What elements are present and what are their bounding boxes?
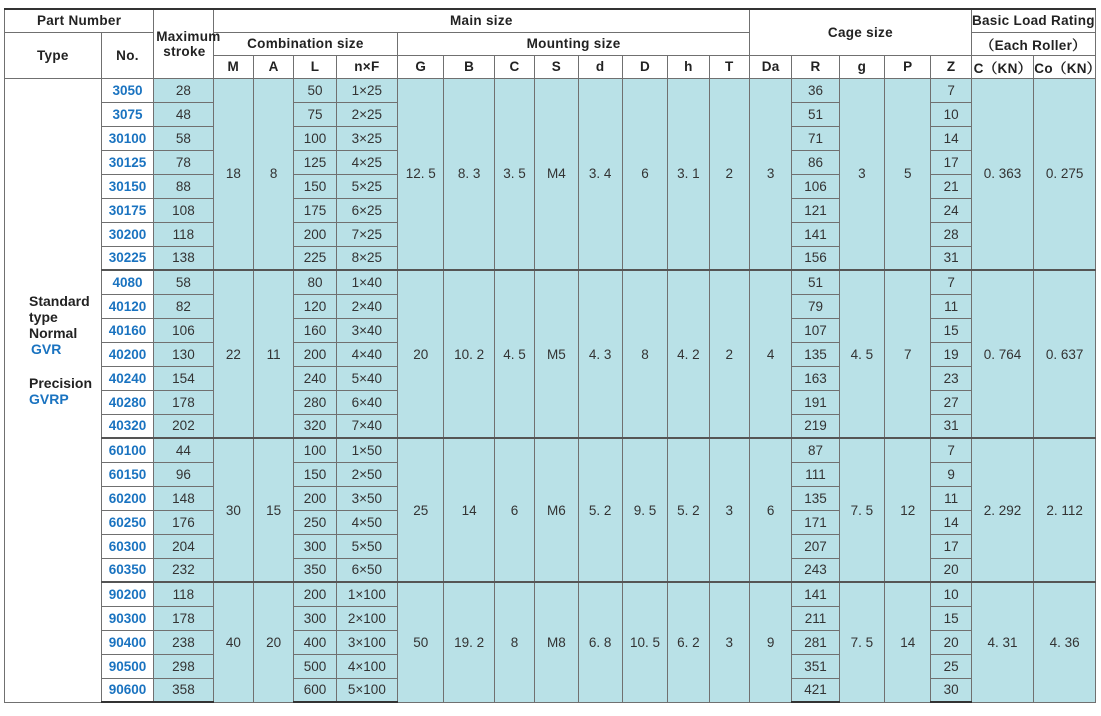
shared-S-cell: M8 — [535, 582, 578, 702]
stroke-cell: 118 — [154, 222, 213, 246]
L-cell: 400 — [294, 630, 336, 654]
Z-cell: 11 — [931, 486, 971, 510]
stroke-cell: 88 — [154, 174, 213, 198]
Z-cell: 31 — [931, 246, 971, 270]
shared-B-cell: 8. 3 — [444, 78, 494, 270]
nF-cell: 3×100 — [336, 630, 397, 654]
part-number-header: Part Number — [5, 9, 154, 32]
shared-D-cell: 6 — [622, 78, 667, 270]
R-cell: 135 — [792, 342, 839, 366]
R-cell: 121 — [792, 198, 839, 222]
L-cell: 50 — [294, 78, 336, 102]
part-no-cell: 40240 — [101, 366, 153, 390]
R-cell: 207 — [792, 534, 839, 558]
stroke-cell: 232 — [154, 558, 213, 582]
L-cell: 200 — [294, 342, 336, 366]
shared-C-cell: 8 — [494, 582, 534, 702]
col-Z-header: Z — [931, 55, 971, 78]
shared-g-cell: 3 — [839, 78, 884, 270]
col-T-header: T — [709, 55, 749, 78]
max-stroke-line2: stroke — [163, 43, 206, 59]
table-body — [5, 78, 1096, 702]
R-cell: 87 — [792, 438, 839, 462]
type-standard-label: Standard — [29, 293, 90, 309]
stroke-cell: 138 — [154, 246, 213, 270]
L-cell: 100 — [294, 438, 336, 462]
shared-d-cell: 3. 4 — [578, 78, 622, 270]
L-cell: 300 — [294, 534, 336, 558]
stroke-cell: 58 — [154, 126, 213, 150]
part-no-cell: 60300 — [101, 534, 153, 558]
shared-d-cell: 4. 3 — [578, 270, 622, 438]
no-header: No. — [101, 32, 153, 78]
L-cell: 75 — [294, 102, 336, 126]
nF-cell: 4×100 — [336, 654, 397, 678]
R-cell: 211 — [792, 606, 839, 630]
basic-load-header: Basic Load Rating — [971, 9, 1095, 32]
shared-B-cell: 10. 2 — [444, 270, 494, 438]
part-no-cell: 40160 — [101, 318, 153, 342]
shared-A-cell: 20 — [253, 582, 293, 702]
part-no-cell: 30125 — [101, 150, 153, 174]
shared-Co-KN-cell: 4. 36 — [1034, 582, 1096, 702]
spec-table — [4, 8, 1101, 703]
stroke-cell: 44 — [154, 438, 213, 462]
shared-h-cell: 4. 2 — [668, 270, 709, 438]
L-cell: 120 — [294, 294, 336, 318]
shared-A-cell: 8 — [253, 78, 293, 270]
Z-cell: 30 — [931, 678, 971, 702]
stroke-cell: 238 — [154, 630, 213, 654]
stroke-cell: 108 — [154, 198, 213, 222]
part-no-cell: 60150 — [101, 462, 153, 486]
R-cell: 141 — [792, 582, 839, 606]
R-cell: 71 — [792, 126, 839, 150]
nF-cell: 7×40 — [336, 414, 397, 438]
nF-cell: 4×40 — [336, 342, 397, 366]
shared-P-cell: 5 — [885, 78, 931, 270]
shared-P-cell: 12 — [885, 438, 931, 582]
col-C-kn-header: C（KN） — [971, 55, 1034, 78]
type-gvrp-label: GVRP — [29, 391, 69, 407]
Z-cell: 24 — [931, 198, 971, 222]
nF-cell: 1×50 — [336, 438, 397, 462]
part-no-cell: 60200 — [101, 486, 153, 510]
nF-cell: 6×25 — [336, 198, 397, 222]
stroke-cell: 78 — [154, 150, 213, 174]
L-cell: 300 — [294, 606, 336, 630]
col-nF-header: n×F — [336, 55, 397, 78]
L-cell: 500 — [294, 654, 336, 678]
part-no-cell: 4080 — [101, 270, 153, 294]
R-cell: 163 — [792, 366, 839, 390]
col-P-header: P — [885, 55, 931, 78]
part-no-cell: 60350 — [101, 558, 153, 582]
R-cell: 111 — [792, 462, 839, 486]
part-no-cell: 40120 — [101, 294, 153, 318]
shared-D-cell: 9. 5 — [622, 438, 667, 582]
nF-cell: 5×100 — [336, 678, 397, 702]
part-no-cell: 90400 — [101, 630, 153, 654]
shared-Co-KN-cell: 2. 112 — [1034, 438, 1096, 582]
stroke-cell: 202 — [154, 414, 213, 438]
col-S-header: S — [535, 55, 578, 78]
part-no-cell: 30150 — [101, 174, 153, 198]
shared-h-cell: 5. 2 — [668, 438, 709, 582]
part-no-cell: 60250 — [101, 510, 153, 534]
stroke-cell: 48 — [154, 102, 213, 126]
R-cell: 141 — [792, 222, 839, 246]
L-cell: 200 — [294, 582, 336, 606]
stroke-cell: 154 — [154, 366, 213, 390]
part-no-cell: 90500 — [101, 654, 153, 678]
shared-M-cell: 22 — [213, 270, 253, 438]
R-cell: 107 — [792, 318, 839, 342]
table-row — [5, 78, 1096, 102]
cage-size-header: Cage size — [750, 9, 972, 55]
L-cell: 200 — [294, 222, 336, 246]
Z-cell: 10 — [931, 582, 971, 606]
shared-P-cell: 7 — [885, 270, 931, 438]
L-cell: 240 — [294, 366, 336, 390]
stroke-cell: 58 — [154, 270, 213, 294]
stroke-cell: 82 — [154, 294, 213, 318]
shared-M-cell: 40 — [213, 582, 253, 702]
R-cell: 156 — [792, 246, 839, 270]
shared-S-cell: M4 — [535, 78, 578, 270]
part-no-cell: 40200 — [101, 342, 153, 366]
shared-Da-cell: 4 — [750, 270, 792, 438]
col-M-header: M — [213, 55, 253, 78]
Z-cell: 23 — [931, 366, 971, 390]
stroke-cell: 298 — [154, 654, 213, 678]
shared-C-cell: 6 — [494, 438, 534, 582]
shared-C-KN-cell: 2. 292 — [971, 438, 1034, 582]
Z-cell: 28 — [931, 222, 971, 246]
shared-T-cell: 2 — [709, 270, 749, 438]
shared-g-cell: 7. 5 — [839, 582, 884, 702]
shared-B-cell: 19. 2 — [444, 582, 494, 702]
R-cell: 51 — [792, 102, 839, 126]
R-cell: 135 — [792, 486, 839, 510]
shared-G-cell: 50 — [398, 582, 444, 702]
col-G-header: G — [398, 55, 444, 78]
L-cell: 200 — [294, 486, 336, 510]
table-row — [5, 438, 1096, 462]
shared-Co-KN-cell: 0. 275 — [1034, 78, 1096, 270]
type-type-label: type — [29, 309, 58, 325]
stroke-cell: 148 — [154, 486, 213, 510]
nF-cell: 2×50 — [336, 462, 397, 486]
shared-g-cell: 4. 5 — [839, 270, 884, 438]
col-Co-kn-header: Co（KN） — [1034, 55, 1096, 78]
combination-size-header: Combination size — [213, 32, 397, 55]
L-cell: 150 — [294, 174, 336, 198]
part-no-cell: 3050 — [101, 78, 153, 102]
nF-cell: 6×50 — [336, 558, 397, 582]
Z-cell: 7 — [931, 270, 971, 294]
shared-T-cell: 3 — [709, 438, 749, 582]
stroke-cell: 204 — [154, 534, 213, 558]
R-cell: 191 — [792, 390, 839, 414]
part-no-cell: 30225 — [101, 246, 153, 270]
Z-cell: 15 — [931, 606, 971, 630]
type-cell — [5, 78, 102, 702]
R-cell: 421 — [792, 678, 839, 702]
Z-cell: 17 — [931, 534, 971, 558]
nF-cell: 5×40 — [336, 366, 397, 390]
nF-cell: 8×25 — [336, 246, 397, 270]
shared-g-cell: 7. 5 — [839, 438, 884, 582]
shared-B-cell: 14 — [444, 438, 494, 582]
Z-cell: 20 — [931, 558, 971, 582]
shared-T-cell: 3 — [709, 582, 749, 702]
shared-C-cell: 4. 5 — [494, 270, 534, 438]
nF-cell: 4×50 — [336, 510, 397, 534]
shared-Da-cell: 9 — [750, 582, 792, 702]
L-cell: 250 — [294, 510, 336, 534]
nF-cell: 3×40 — [336, 318, 397, 342]
nF-cell: 3×25 — [336, 126, 397, 150]
shared-D-cell: 10. 5 — [622, 582, 667, 702]
shared-G-cell: 12. 5 — [398, 78, 444, 270]
mounting-size-header: Mounting size — [398, 32, 750, 55]
L-cell: 125 — [294, 150, 336, 174]
stroke-cell: 176 — [154, 510, 213, 534]
shared-C-KN-cell: 0. 764 — [971, 270, 1034, 438]
part-no-cell: 40280 — [101, 390, 153, 414]
stroke-cell: 130 — [154, 342, 213, 366]
L-cell: 280 — [294, 390, 336, 414]
nF-cell: 6×40 — [336, 390, 397, 414]
L-cell: 225 — [294, 246, 336, 270]
L-cell: 175 — [294, 198, 336, 222]
R-cell: 106 — [792, 174, 839, 198]
part-no-cell: 30100 — [101, 126, 153, 150]
shared-S-cell: M5 — [535, 270, 578, 438]
Z-cell: 21 — [931, 174, 971, 198]
shared-d-cell: 5. 2 — [578, 438, 622, 582]
col-g-header: g — [839, 55, 884, 78]
stroke-cell: 178 — [154, 606, 213, 630]
shared-h-cell: 3. 1 — [668, 78, 709, 270]
nF-cell: 2×100 — [336, 606, 397, 630]
Z-cell: 17 — [931, 150, 971, 174]
shared-Da-cell: 3 — [750, 78, 792, 270]
table-row — [5, 270, 1096, 294]
table-row — [5, 582, 1096, 606]
nF-cell: 2×40 — [336, 294, 397, 318]
nF-cell: 1×25 — [336, 78, 397, 102]
L-cell: 150 — [294, 462, 336, 486]
Z-cell: 15 — [931, 318, 971, 342]
part-no-cell: 90200 — [101, 582, 153, 606]
stroke-cell: 178 — [154, 390, 213, 414]
col-R-header: R — [792, 55, 839, 78]
shared-d-cell: 6. 8 — [578, 582, 622, 702]
nF-cell: 3×50 — [336, 486, 397, 510]
table-header — [5, 9, 1101, 78]
col-B-header: B — [444, 55, 494, 78]
R-cell: 79 — [792, 294, 839, 318]
R-cell: 86 — [792, 150, 839, 174]
part-no-cell: 3075 — [101, 102, 153, 126]
nF-cell: 7×25 — [336, 222, 397, 246]
Z-cell: 7 — [931, 438, 971, 462]
stroke-cell: 118 — [154, 582, 213, 606]
col-C-header: C — [494, 55, 534, 78]
type-precision-label: Precision — [29, 375, 93, 391]
Z-cell: 27 — [931, 390, 971, 414]
nF-cell: 1×100 — [336, 582, 397, 606]
stroke-cell: 106 — [154, 318, 213, 342]
Z-cell: 14 — [931, 126, 971, 150]
part-no-cell: 30200 — [101, 222, 153, 246]
max-stroke-header — [154, 9, 221, 78]
stroke-cell: 358 — [154, 678, 213, 702]
R-cell: 281 — [792, 630, 839, 654]
shared-C-KN-cell: 4. 31 — [971, 582, 1034, 702]
col-D-header: D — [622, 55, 667, 78]
nF-cell: 4×25 — [336, 150, 397, 174]
L-cell: 350 — [294, 558, 336, 582]
R-cell: 351 — [792, 654, 839, 678]
Z-cell: 10 — [931, 102, 971, 126]
Z-cell: 31 — [931, 414, 971, 438]
Z-cell: 14 — [931, 510, 971, 534]
max-stroke-line1: Maximum — [156, 28, 221, 44]
col-L-header: L — [294, 55, 336, 78]
R-cell: 171 — [792, 510, 839, 534]
type-header: Type — [5, 32, 102, 78]
L-cell: 600 — [294, 678, 336, 702]
R-cell: 243 — [792, 558, 839, 582]
shared-D-cell: 8 — [622, 270, 667, 438]
shared-Da-cell: 6 — [750, 438, 792, 582]
shared-M-cell: 18 — [213, 78, 253, 270]
col-A-header: A — [253, 55, 293, 78]
shared-Co-KN-cell: 0. 637 — [1034, 270, 1096, 438]
nF-cell: 2×25 — [336, 102, 397, 126]
shared-C-cell: 3. 5 — [494, 78, 534, 270]
Z-cell: 9 — [931, 462, 971, 486]
shared-T-cell: 2 — [709, 78, 749, 270]
nF-cell: 1×40 — [336, 270, 397, 294]
shared-G-cell: 25 — [398, 438, 444, 582]
shared-G-cell: 20 — [398, 270, 444, 438]
shared-A-cell: 15 — [253, 438, 293, 582]
shared-h-cell: 6. 2 — [668, 582, 709, 702]
L-cell: 100 — [294, 126, 336, 150]
nF-cell: 5×50 — [336, 534, 397, 558]
shared-M-cell: 30 — [213, 438, 253, 582]
Z-cell: 7 — [931, 78, 971, 102]
shared-A-cell: 11 — [253, 270, 293, 438]
col-d-header: d — [578, 55, 622, 78]
Z-cell: 11 — [931, 294, 971, 318]
stroke-cell: 96 — [154, 462, 213, 486]
type-gvr-label: GVR — [31, 341, 62, 357]
part-no-cell: 60100 — [101, 438, 153, 462]
shared-P-cell: 14 — [885, 582, 931, 702]
Z-cell: 20 — [931, 630, 971, 654]
part-no-cell: 90300 — [101, 606, 153, 630]
Z-cell: 25 — [931, 654, 971, 678]
R-cell: 36 — [792, 78, 839, 102]
main-size-header: Main size — [213, 9, 749, 32]
part-no-cell: 90600 — [101, 678, 153, 702]
each-roller-header: （Each Roller） — [971, 32, 1095, 55]
col-Da-header: Da — [750, 55, 792, 78]
L-cell: 160 — [294, 318, 336, 342]
shared-S-cell: M6 — [535, 438, 578, 582]
type-normal-label: Normal — [29, 325, 78, 341]
R-cell: 219 — [792, 414, 839, 438]
part-no-cell: 30175 — [101, 198, 153, 222]
col-h-header: h — [668, 55, 709, 78]
part-no-cell: 40320 — [101, 414, 153, 438]
R-cell: 51 — [792, 270, 839, 294]
stroke-cell: 28 — [154, 78, 213, 102]
shared-C-KN-cell: 0. 363 — [971, 78, 1034, 270]
nF-cell: 5×25 — [336, 174, 397, 198]
Z-cell: 19 — [931, 342, 971, 366]
L-cell: 320 — [294, 414, 336, 438]
L-cell: 80 — [294, 270, 336, 294]
